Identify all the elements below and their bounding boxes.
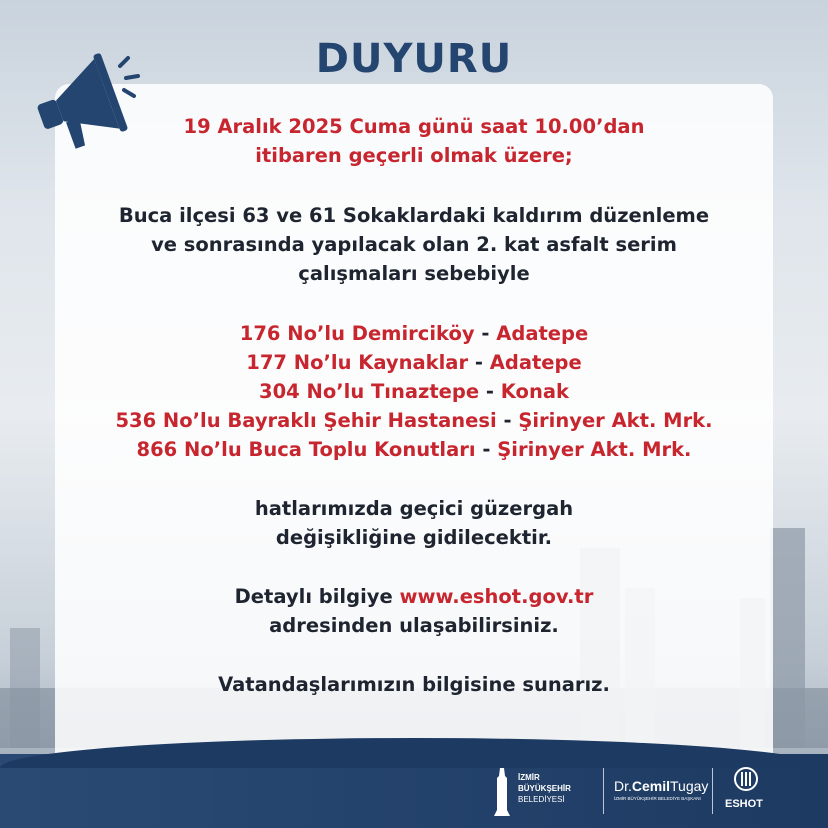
route-separator: - [475,438,498,461]
detail-prefix: Detaylı bilgiye [234,585,400,608]
route-destination: Konak [500,380,569,403]
eshot-emblem-icon [733,764,759,794]
footer-bar [0,754,828,828]
clock-tower-icon [492,766,512,818]
intro-line-2: itibaren geçerli olmak üzere; [255,144,573,167]
route-separator: - [496,409,519,432]
detail-line-1 [55,582,773,611]
route-separator: - [468,351,490,374]
route-separator: - [479,380,501,403]
announcement-body [55,112,773,699]
reason-line-1: Buca ilçesi 63 ve 61 Sokaklardaki kaldırım düzenleme [118,204,710,227]
intro-line-1: 19 Aralık 2025 Cuma günü saat 10.00’dan [183,115,645,138]
route-item [55,348,773,377]
route-destination: Adatepe [496,322,589,345]
closing-text: Vatandaşlarımızın bilgisine sunarız. [218,673,610,696]
notice-line-1: hatlarımızda geçici güzergah [254,497,574,520]
route-item [55,406,773,435]
route-item [55,319,773,348]
route-item [55,435,773,464]
eshot-label: ESHOT [725,798,763,810]
page-title: DUYURU [315,36,513,82]
route-item [55,377,773,406]
reason-line-3: çalışmaları sebebiyle [298,262,530,285]
detail-line-2: adresinden ulaşabilirsiniz. [269,614,559,637]
route-name: 176 No’lu Demirciköy [239,322,475,345]
izmir-logo: İZMİR BÜYÜKŞEHİR BELEDİYESİ [518,773,571,804]
route-name: 177 No’lu Kaynaklar [246,351,469,374]
route-destination: Adatepe [489,351,582,374]
route-destination: Şirinyer Akt. Mrk. [497,438,692,461]
route-separator: - [474,322,497,345]
mayor-logo: Dr.CemilTugay İZMİR BÜYÜKŞEHİR BELEDİYE BAŞKANI [614,778,709,801]
route-list [55,319,773,464]
route-name: 536 No’lu Bayraklı Şehir Hastanesi [115,409,497,432]
route-destination: Şirinyer Akt. Mrk. [518,409,713,432]
route-name: 304 No’lu Tınaztepe [259,380,480,403]
website-link[interactable]: www.eshot.gov.tr [399,585,594,608]
reason-line-2: ve sonrasında yapılacak olan 2. kat asfalt serim [151,233,677,256]
route-name: 866 No’lu Buca Toplu Konutları [136,438,476,461]
notice-line-2: değişikliğine gidilecektir. [275,526,553,549]
